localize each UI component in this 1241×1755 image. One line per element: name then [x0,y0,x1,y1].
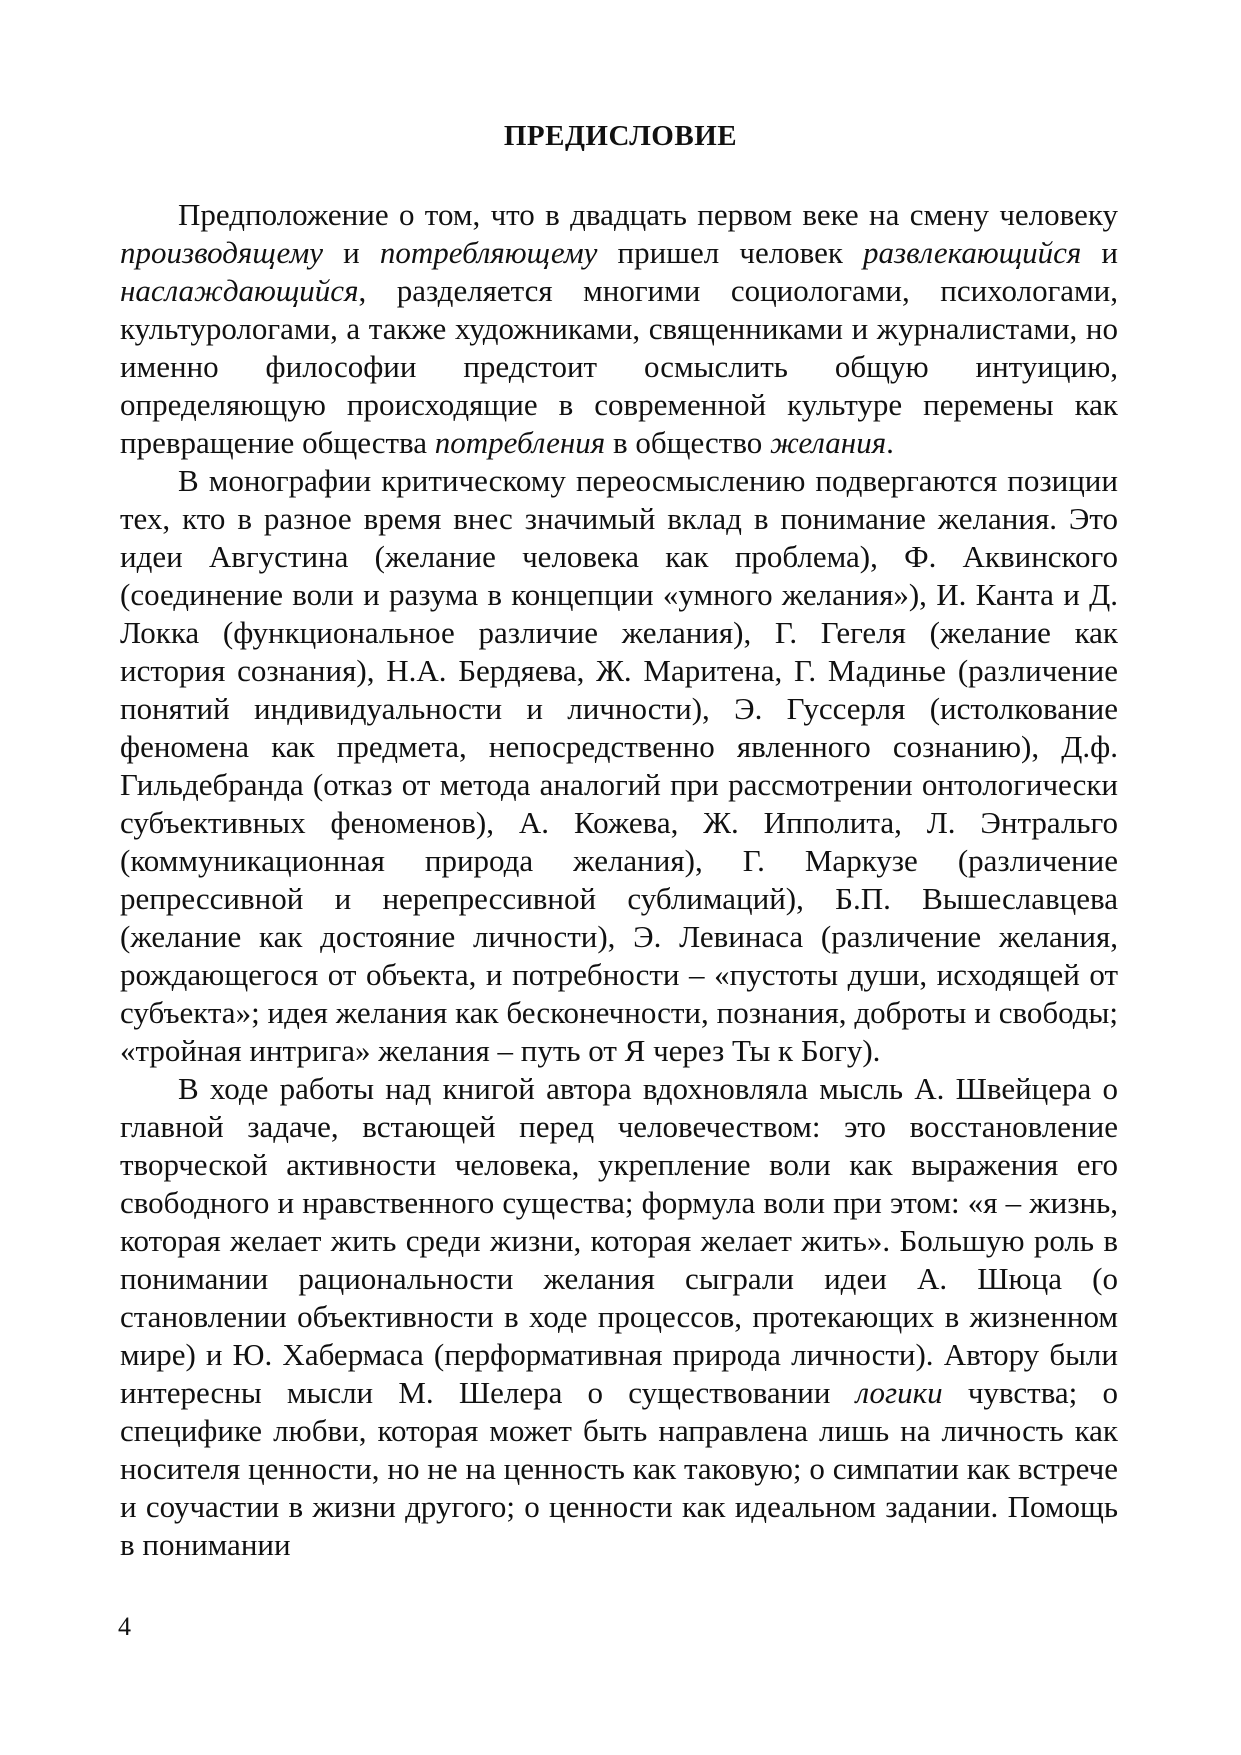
paragraph-3 [120,1070,1118,1564]
text-run: В ходе работы над книгой автора вдохновляла мысль А. Швейцера о главной задаче, встающей перед человечеством: это восстановление творческой активности человека, укрепление воли как выражения его свободного и нравственного существа; формула воли при этом: «я – жизнь, которая желает жить среди жизни, которая желает жить». Большую роль в понимании рациональности желания сыграли идеи А. Шюца (о становлении объективности в ходе процессов, протекающих в жизненном мире) и Ю. Хабермаса (перформативная природа личности). Автору были интересны мысли М. Шелера о существовании [120,1071,1118,1410]
page-title: ПРЕДИСЛОВИЕ [503,120,738,152]
text-run: и [1081,235,1119,270]
italic-term: развлекающийся [863,235,1082,270]
body-text [120,196,1118,1564]
italic-term: производящему [120,235,324,270]
italic-term: логики [855,1375,943,1410]
text-run: , разделяется многими социологами, психологами, культурологами, а также художниками, священниками и журналистами, но именно философии предстоит осмыслить общую интуицию, определяющую происходящие в современной культуре перемены как превращение общества [120,273,1118,460]
text-run: и [323,235,380,270]
italic-term: наслаждающийся [120,273,359,308]
page-number: 4 [118,1612,131,1641]
italic-term: желания [770,425,887,460]
text-run: в общество [605,425,770,460]
italic-term: потребляющему [379,235,598,270]
text-run: Предположение о том, что в двадцать первом веке на смену человеку [178,197,1118,232]
paragraph-2: В монографии критическому переосмыслению подвергаются позиции тех, кто в разное время внес значимый вклад в понимание желания. Это идеи Августина (желание человека как проблема), Ф. Аквинского (соединение воли и разума в концепции «умного желания»), И. Канта и Д. Локка (функциональное различие желания), Г. Гегеля (желание как история сознания), Н.А. Бердяева, Ж. Маритена, Г. Мадинье (различение понятий индивидуальности и личности), Э. Гуссерля (истолкование феномена как предмета, непосредственно явленного сознанию), Д.ф. Гильдебранда (отказ от метода аналогий при рассмотрении онтологически субъективных феноменов), А. Кожева, Ж. Ипполита, Л. Энтральго (коммуникационная природа желания), Г. Маркузе (различение репрессивной и нерепрессивной сублимаций), Б.П. Вышеславцева (желание как достояние личности), Э. Левинаса (различение желания, рождающегося от объекта, и потребности – «пустоты души, исходящей от субъекта»; идея желания как бесконечности, познания, доброты и свободы; «тройная интрига» желания – путь от Я через Ты к Богу). [120,463,1118,1068]
text-run: чувства; о специфике любви, которая может быть направлена лишь на личность как носителя ценности, но не на ценность как таковую; о симпатии как встрече и соучастии в жизни другого; о ценности как идеальном задании. Помощь в понимании [120,1375,1118,1562]
text-run: . [886,425,894,460]
italic-term: потребления [434,425,606,460]
text-run: пришел человек [597,235,864,270]
paragraph-1 [120,196,1118,462]
